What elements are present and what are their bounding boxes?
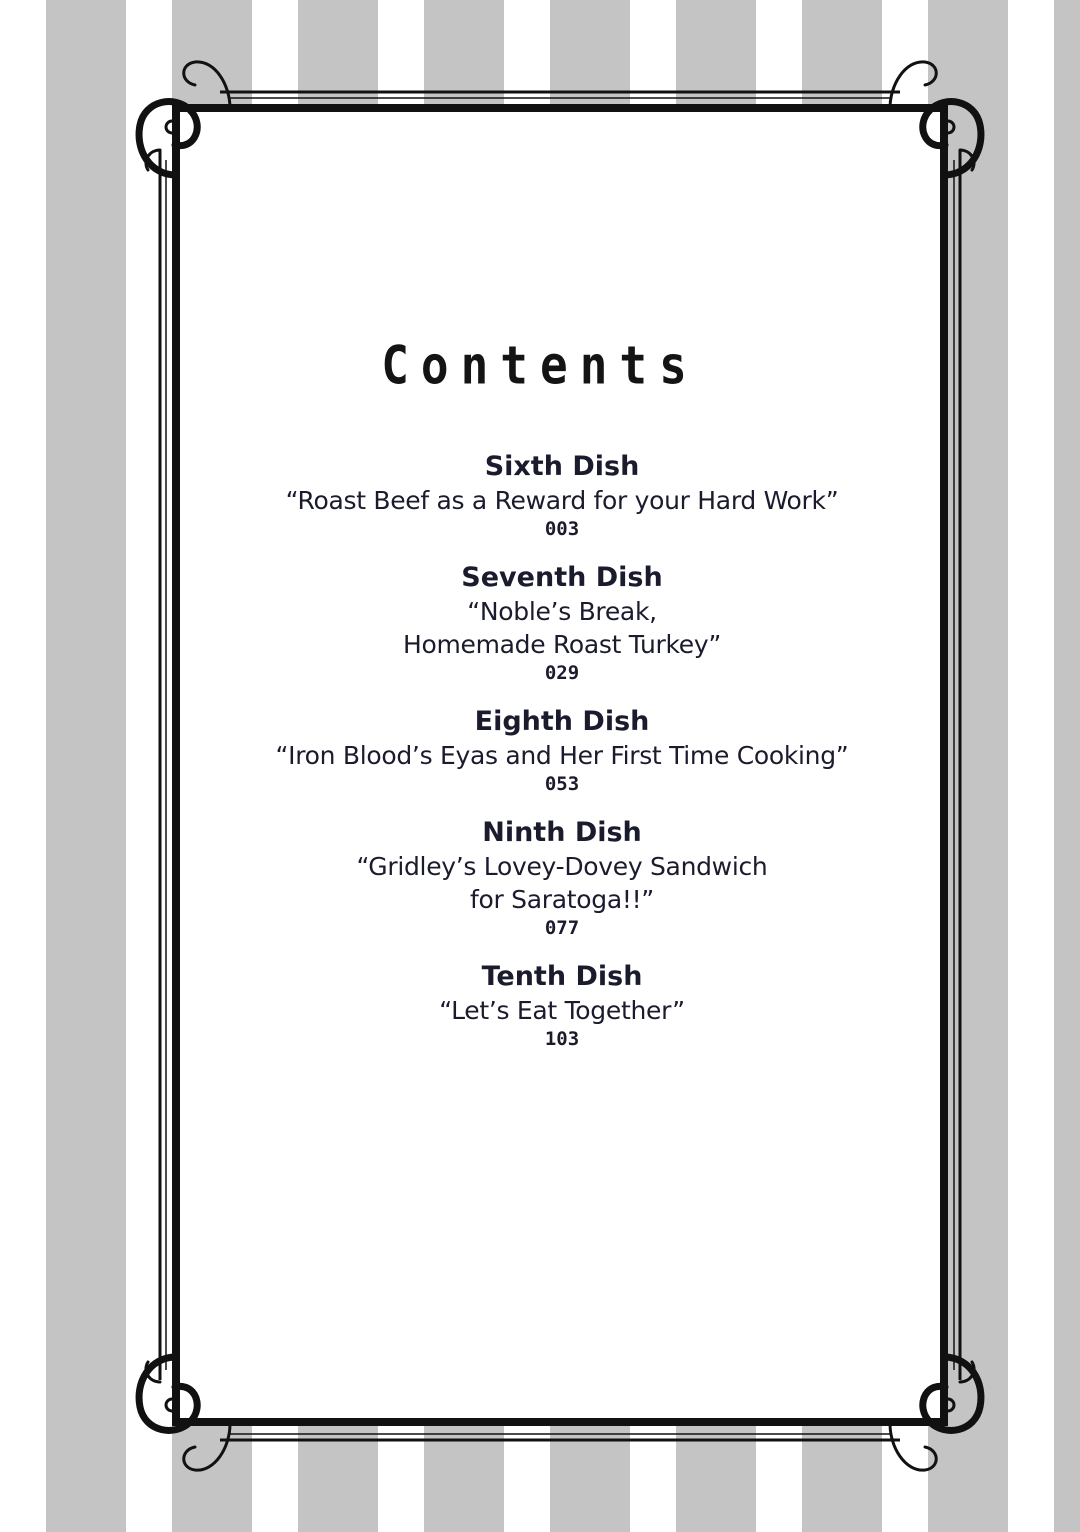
toc-entry-tenth-dish <box>200 960 924 1051</box>
dish-title-line: for Saratoga!!” <box>470 885 654 914</box>
toc-entry-eighth-dish <box>200 705 924 796</box>
toc-entry-sixth-dish <box>200 450 924 541</box>
dish-title-line: “Noble’s Break, <box>467 597 657 626</box>
dish-title-line: “Let’s Eat Together” <box>439 996 685 1025</box>
page-number: 077 <box>544 917 580 939</box>
page-number: 103 <box>544 1028 580 1050</box>
page-number: 053 <box>544 773 580 795</box>
dish-label: Eighth Dish <box>474 706 650 737</box>
page-number: 029 <box>544 662 580 684</box>
dish-label: Tenth Dish <box>481 961 643 992</box>
dish-label: Ninth Dish <box>482 817 642 848</box>
dish-label: Sixth Dish <box>484 451 640 482</box>
dish-title-line: “Roast Beef as a Reward for your Hard Work” <box>285 486 839 515</box>
dish-title-line: “Iron Blood’s Eyas and Her First Time Cooking” <box>275 741 849 770</box>
table-of-contents <box>200 450 924 1071</box>
dish-title-line: “Gridley’s Lovey-Dovey Sandwich <box>356 852 768 881</box>
page-number: 003 <box>544 518 580 540</box>
toc-entry-ninth-dish <box>200 816 924 940</box>
page-title: Contents <box>381 333 699 397</box>
toc-entry-seventh-dish <box>200 561 924 685</box>
dish-label: Seventh Dish <box>461 562 663 593</box>
dish-title-line: Homemade Roast Turkey” <box>402 630 722 659</box>
